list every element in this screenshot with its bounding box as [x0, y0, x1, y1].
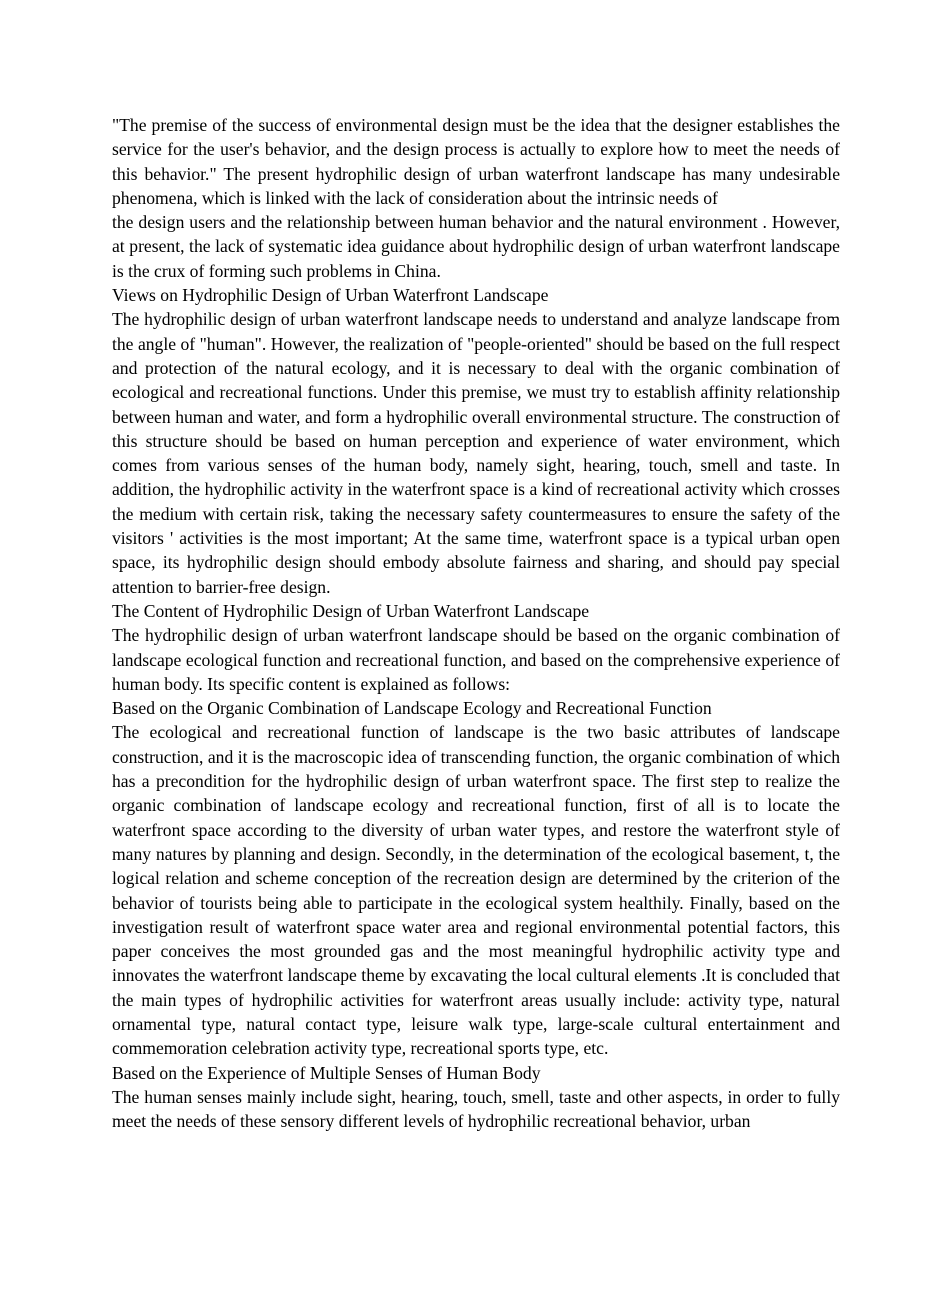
paragraph-views-body: The hydrophilic design of urban waterfront landscape needs to understand and analyze landscape from the angle of "human". However, the realization of "people-oriented" should be based on the full respect and protection of the natural ecology, and it is necessary to deal with the organic combination of ecological and recreational functions. Under this premise, we must try to establish affinity relationship between human and water, and form a hydrophilic overall environmental structure. The construction of this structure should be based on human perception and experience of water environment, which comes from various senses of the human body, namely sight, hearing, touch, smell and taste. In addition, the hydrophilic activity in the waterfront space is a kind of recreational activity which crosses the medium with certain risk, taking the necessary safety countermeasures to ensure the safety of the visitors ' activities is the most important; At the same time, waterfront space is a typical urban open space, its hydrophilic design should embody absolute fairness and sharing, and should pay special attention to barrier-free design.: [112, 309, 840, 597]
document-page: [112, 113, 840, 1133]
heading-organic-combination: Based on the Organic Combination of Landscape Ecology and Recreational Function: [112, 698, 712, 719]
heading-content-of-hydrophilic-design: The Content of Hydrophilic Design of Urban Waterfront Landscape: [112, 600, 590, 621]
paragraph-design-users-relationship: the design users and the relationship between human behavior and the natural environment . However, at present, the lack of systematic idea guidance about hydrophilic design of urban waterfront landscape is the crux of forming such problems in China.: [112, 212, 840, 281]
heading-views-on-hydrophilic-design: Views on Hydrophilic Design of Urban Waterfront Landscape: [112, 285, 549, 306]
heading-multiple-senses: Based on the Experience of Multiple Senses of Human Body: [112, 1062, 541, 1083]
paragraph-multiple-senses-body: The human senses mainly include sight, hearing, touch, smell, taste and other aspects, in order to fully meet the needs of these sensory different levels of hydrophilic recreational behavior, urban: [112, 1086, 840, 1132]
paragraph-organic-combination-body: The ecological and recreational function of landscape is the two basic attributes of landscape construction, and it is the macroscopic idea of transcending function, the organic combination of which has a precondition for the hydrophilic design of urban waterfront space. The first step to realize the organic combination of landscape ecology and recreational function, first of all is to locate the waterfront space according to the diversity of urban water types, and restore the waterfront style of many natures by planning and design. Secondly, in the determination of the ecological basement, t, the logical relation and scheme conception of the recreation design are determined by the criterion of the behavior of tourists being able to participate in the ecological system healthily. Finally, based on the investigation result of waterfront space water area and regional environmental potential factors, this paper conceives the most grounded gas and the most meaningful hydrophilic activity type and innovates the waterfront landscape theme by excavating the local cultural elements .It is concluded that the main types of hydrophilic activities for waterfront areas usually include: activity type, natural ornamental type, natural contact type, leisure walk type, large-scale cultural entertainment and commemoration celebration activity type, recreational sports type, etc.: [112, 722, 840, 1059]
paragraph-design-premise-quote: "The premise of the success of environmental design must be the idea that the designer establishes the service for the user's behavior, and the design process is actually to explore how to meet the needs of this behavior." The present hydrophilic design of urban waterfront landscape has many undesirable phenomena, which is linked with the lack of consideration about the intrinsic needs of: [112, 115, 840, 208]
paragraph-content-body: The hydrophilic design of urban waterfront landscape should be based on the organic combination of landscape ecological function and recreational function, and based on the comprehensive experience of human body. Its specific content is explained as follows:: [112, 625, 840, 694]
